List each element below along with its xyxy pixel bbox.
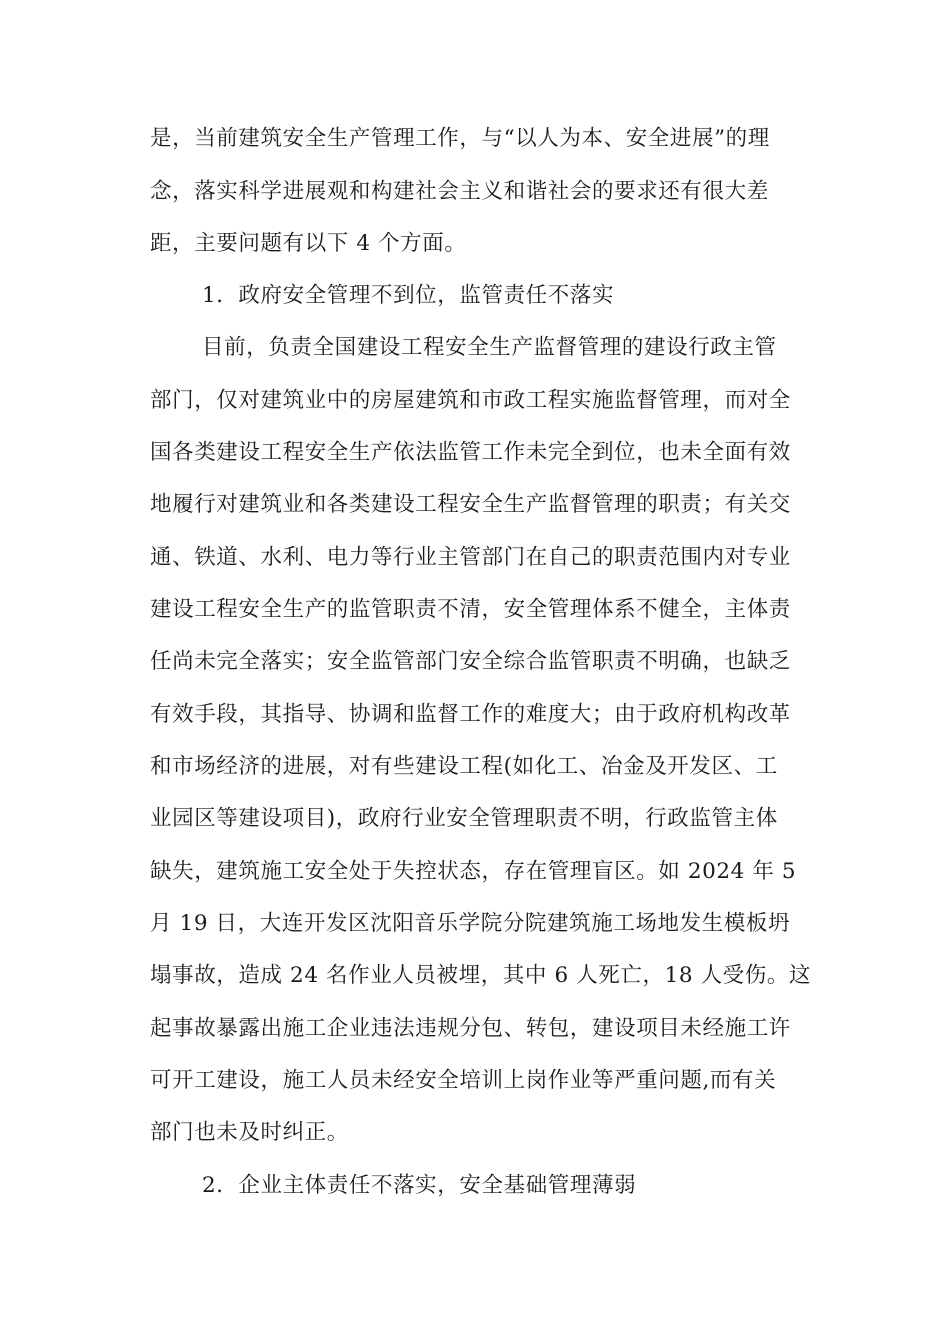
text-line: 有效手段，其指导、协调和监督工作的难度大；由于政府机构改革 [150,702,791,727]
text-line: 建设工程安全生产的监管职责不清，安全管理体系不健全，主体责 [150,597,791,622]
text-line: 目前，负责全国建设工程安全生产监督管理的建设行政主管 [202,335,777,360]
text-line: 是，当前建筑安全生产管理工作，与“以人为本、安全进展”的理 [150,126,770,151]
text-line: 月 19 日，大连开发区沈阳音乐学院分院建筑施工场地发生模板坍 [150,911,791,936]
text-line: 通、铁道、水利、电力等行业主管部门在自己的职责范围内对专业 [150,545,791,570]
text-line: 任尚未完全落实；安全监管部门安全综合监管职责不明确，也缺乏 [150,649,791,674]
text-line: 业园区等建设项目)，政府行业安全管理职责不明，行政监管主体 [150,806,778,831]
text-line: 塌事故，造成 24 名作业人员被埋，其中 6 人死亡，18 人受伤。这 [150,963,812,988]
text-line: 部门也未及时纠正。 [150,1120,349,1145]
section-heading: 2．企业主体责任不落实，安全基础管理薄弱 [202,1173,637,1198]
text-line: 和市场经济的进展，对有些建设工程(如化工、冶金及开发区、工 [150,754,778,779]
text-line: 念，落实科学进展观和构建社会主义和谐社会的要求还有很大差 [150,179,769,204]
text-line: 地履行对建筑业和各类建设工程安全生产监督管理的职责；有关交 [150,492,791,517]
text-line: 起事故暴露出施工企业违法违规分包、转包，建设项目未经施工许 [150,1016,791,1041]
text-line: 国各类建设工程安全生产依法监管工作未完全到位，也未全面有效 [150,440,791,465]
text-line: 可开工建设，施工人员未经安全培训上岗作业等严重问题,而有关 [150,1068,777,1093]
text-line: 距，主要问题有以下 4 个方面。 [150,231,467,256]
section-heading: 1．政府安全管理不到位，监管责任不落实 [202,283,615,308]
text-line: 缺失，建筑施工安全处于失控状态，存在管理盲区。如 2024 年 5 [150,859,797,884]
text-line: 部门，仅对建筑业中的房屋建筑和市政工程实施监督管理，而对全 [150,388,791,413]
